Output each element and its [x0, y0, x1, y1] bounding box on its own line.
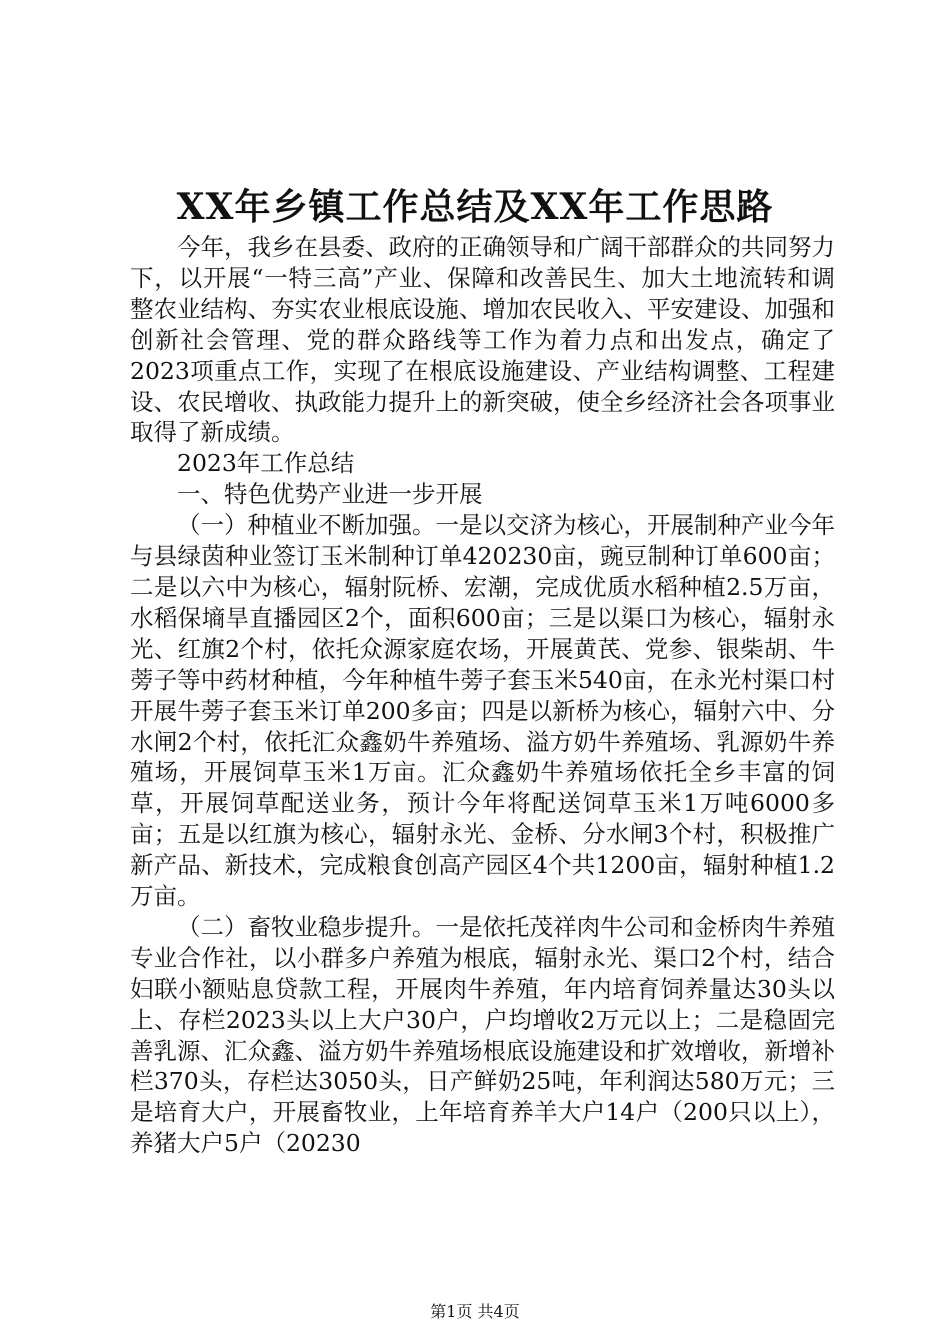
- section-heading-industry: 一、特色优势产业进一步开展: [177, 480, 483, 509]
- intro-paragraph: 今年，我乡在县委、政府的正确领导和广阔干部群众的共同努力下，以开展“一特三高”产业、保障和改善民生、加大土地流转和调整农业结构、夯实农业根底设施、增加农民收入、平安建设、加强和创新社会管理、党的群众路线等工作为着力点和出发点，确定了2023项重点工作，实现了在根底设施建设、产业结构调整、工程建设、农民增收、执政能力提升上的新突破，使全乡经济社会各项事业取得了新成绩。: [130, 233, 835, 447]
- document-body: [130, 232, 835, 1159]
- page-number: 第1页 共4页: [430, 1302, 520, 1321]
- planting-paragraph: （一）种植业不断加强。一是以交济为核心，开展制种产业今年与县绿茵种业签订玉米制种订单420230亩，豌豆制种订单600亩；二是以六中为核心，辐射阮桥、宏潮，完成优质水稻种植2.5万亩，水稻保墒旱直播园区2个，面积600亩；三是以渠口为核心，辐射永光、红旗2个村，依托众源家庭农场，开展黄芪、党参、银柴胡、牛蒡子等中药材种植，今年种植牛蒡子套玉米540亩，在永光村渠口村开展牛蒡子套玉米订单200多亩；四是以新桥为核心，辐射六中、分水闸2个村，依托汇众鑫奶牛养殖场、溢方奶牛养殖场、乳源奶牛养殖场，开展饲草玉米1万亩。汇众鑫奶牛养殖场依托全乡丰富的饲草，开展饲草配送业务，预计今年将配送饲草玉米1万吨6000多亩；五是以红旗为核心，辐射永光、金桥、分水闸3个村，积极推广新产品、新技术，完成粮食创高产园区4个共1200亩，辐射种植1.2万亩。: [130, 511, 835, 911]
- document-title: XX年乡镇工作总结及XX年工作思路: [176, 186, 774, 228]
- livestock-paragraph: （二）畜牧业稳步提升。一是依托茂祥肉牛公司和金桥肉牛养殖专业合作社，以小群多户养殖为根底，辐射永光、渠口2个村，结合妇联小额贴息贷款工程，开展肉牛养殖，年内培育饲养量达30头以上、存栏2023头以上大户30户，户均增收2万元以上；二是稳固完善乳源、汇众鑫、溢方奶牛养殖场根底设施建设和扩效增收，新增补栏370头，存栏达3050头，日产鲜奶25吨，年利润达580万元；三是培育大户，开展畜牧业，上年培育养羊大户14户（200只以上），养猪大户5户（20230: [130, 912, 835, 1158]
- section-heading-summary: 2023年工作总结: [177, 449, 355, 478]
